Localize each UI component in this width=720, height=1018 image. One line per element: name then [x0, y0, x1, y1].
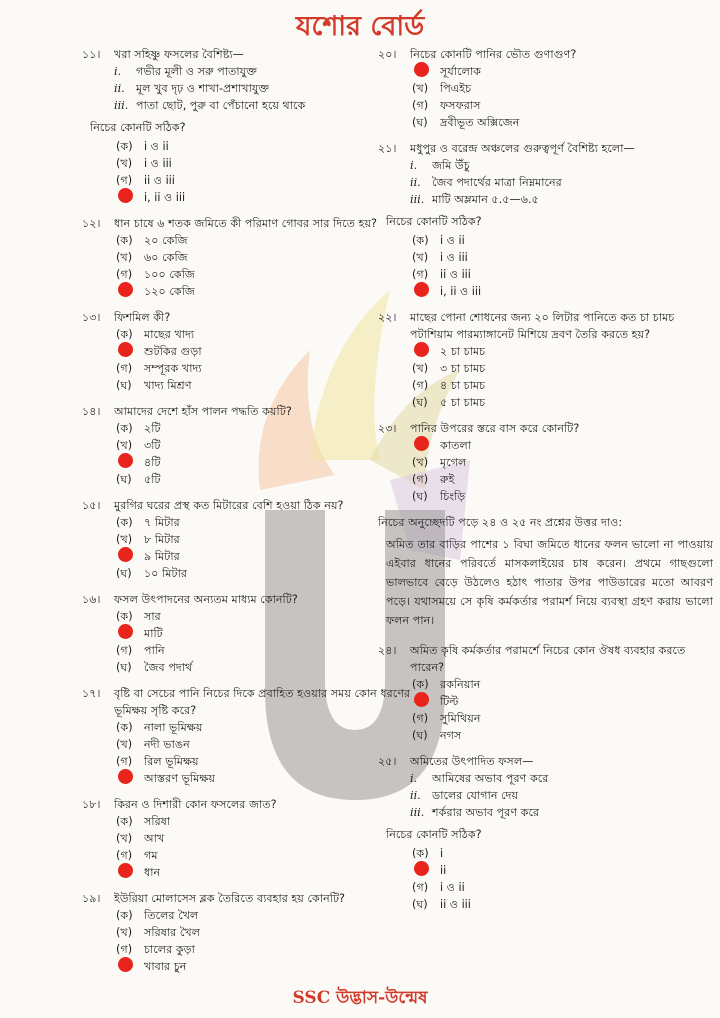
question-number: ১৯।	[82, 892, 101, 905]
option-label	[116, 863, 144, 883]
option[interactable]	[82, 847, 417, 864]
question-number: ১১।	[82, 48, 101, 61]
option[interactable]	[378, 232, 713, 249]
question	[82, 215, 417, 300]
option[interactable]	[82, 548, 417, 565]
option[interactable]	[82, 642, 417, 659]
option-text: ii ও iii	[144, 174, 175, 187]
question	[378, 46, 713, 131]
option-label: (গ)	[116, 644, 133, 657]
question-head	[378, 753, 713, 770]
option-text: ৩টি	[144, 439, 161, 452]
option-label: (খ)	[116, 251, 133, 264]
question-number: ১৬।	[82, 593, 101, 606]
option-text: ii ও iii	[440, 898, 471, 911]
statement-label: i.	[410, 772, 418, 785]
question	[82, 46, 417, 206]
option-label: (গ)	[116, 849, 133, 862]
option-text: তিলের খৈল	[144, 909, 199, 922]
option-label: (ঘ)	[412, 396, 428, 409]
option[interactable]	[82, 471, 417, 488]
statement-text: মাটি অম্লমান ৫.৫—৬.৫	[432, 193, 539, 206]
option[interactable]	[378, 676, 713, 693]
question-number: ২১।	[378, 142, 397, 155]
option-text: i	[440, 847, 444, 860]
option-text: নগস	[440, 729, 462, 742]
option[interactable]	[82, 736, 417, 753]
option-text: i ও iii	[440, 251, 468, 264]
option[interactable]	[82, 232, 417, 249]
option[interactable]	[82, 719, 417, 736]
option-text: গম	[144, 849, 158, 862]
option[interactable]	[378, 360, 713, 377]
statement	[82, 63, 417, 80]
question-text: ফসল উৎপাদনের অন্যতম মাধ্যম কোনটি?	[114, 593, 298, 606]
question-number: ২৩।	[378, 422, 397, 435]
question-text: অমিতের উৎপাদিত ফসল—	[410, 755, 534, 768]
option[interactable]	[378, 862, 713, 879]
option-label	[412, 436, 440, 456]
statement-text: ডালের যোগান দেয়	[432, 789, 519, 802]
option[interactable]	[82, 343, 417, 360]
option-label: (ঘ)	[412, 729, 428, 742]
answer-mark-icon	[414, 692, 429, 707]
option-label: (খ)	[412, 251, 429, 264]
option-label: (ক)	[116, 328, 133, 341]
question-text: বৃষ্টি বা সেচের পানি নিচের দিকে প্রবাহিত হওয়ার সময় কোন ধরণের ভূমিক্ষয় সৃষ্টি করে?	[114, 687, 411, 717]
option-label: (ক)	[116, 234, 133, 247]
statement	[378, 174, 713, 191]
question-text: আমাদের দেশে হাঁস পালন পদ্ধতি কয়টি?	[114, 405, 292, 418]
option-label	[412, 692, 440, 712]
option-label	[116, 624, 144, 644]
option[interactable]	[82, 189, 417, 206]
question-prompt: নিচের কোনটি সঠিক?	[386, 215, 482, 228]
footer-brand: SSC উদ্ভাস-উন্মেষ	[292, 988, 428, 1008]
option-text: পানি	[144, 644, 165, 657]
question-text: মুরগির ঘরের প্রস্থ কত মিটারের বেশি হওয়া ঠিক নয়?	[114, 499, 344, 512]
option-label: (ঘ)	[116, 661, 132, 674]
option[interactable]	[82, 514, 417, 531]
question	[82, 497, 417, 582]
question	[82, 796, 417, 881]
option[interactable]	[82, 249, 417, 266]
answer-mark-icon	[118, 188, 133, 203]
option-label: (ঘ)	[412, 898, 428, 911]
option[interactable]	[378, 710, 713, 727]
question-head	[82, 890, 417, 907]
option[interactable]	[82, 958, 417, 975]
option-text: ৫ চা চামচ	[440, 396, 486, 409]
option-label: (গ)	[116, 174, 133, 187]
statement-text: জৈব পদার্থের মাত্রা নিম্নমানের	[432, 176, 562, 189]
option-label	[412, 62, 440, 82]
option-label: (ঘ)	[412, 116, 428, 129]
option-text: i, ii ও iii	[144, 191, 186, 204]
statement-text: গভীর মূলী ও সরু পাতাযুক্ত	[136, 65, 257, 78]
option-text: সার	[144, 610, 161, 623]
question-text: ফিশমিল কী?	[114, 311, 171, 324]
left-column	[82, 46, 417, 984]
option-label: (খ)	[116, 439, 133, 452]
option-text: খাদ্য মিশ্রণ	[144, 379, 192, 392]
statement-label: iii.	[410, 806, 425, 819]
question-head	[82, 46, 417, 63]
question-number: ১৭।	[82, 687, 101, 700]
option-text: মাটি	[144, 627, 163, 640]
question-number: ১৪।	[82, 405, 101, 418]
answer-mark-icon	[118, 863, 133, 878]
right-column	[378, 46, 713, 922]
option-label	[116, 547, 144, 567]
option-text: সরিষা	[144, 815, 171, 828]
option[interactable]	[378, 266, 713, 283]
option-label: (গ)	[412, 881, 429, 894]
option-label: (গ)	[412, 473, 429, 486]
option-text: ii ও iii	[440, 268, 471, 281]
statement-label: i.	[410, 159, 418, 172]
option[interactable]	[378, 896, 713, 913]
option[interactable]	[82, 360, 417, 377]
option[interactable]	[82, 326, 417, 343]
question	[378, 642, 713, 744]
option[interactable]	[82, 924, 417, 941]
option-label: (খ)	[412, 456, 429, 469]
question	[378, 309, 713, 411]
option-label: (গ)	[116, 943, 133, 956]
statement	[82, 80, 417, 97]
option-label	[116, 188, 144, 208]
option[interactable]	[378, 437, 713, 454]
statement-label: ii.	[410, 789, 421, 802]
statement-label: iii.	[410, 193, 425, 206]
option-label: (গ)	[412, 712, 429, 725]
option-label: (ক)	[116, 516, 133, 529]
option-label: (গ)	[116, 268, 133, 281]
question-head	[82, 497, 417, 514]
answer-mark-icon	[118, 282, 133, 297]
option-text: আখ	[144, 832, 165, 845]
option-label: (খ)	[116, 157, 133, 170]
option-text: শুটকির গুড়া	[144, 345, 202, 358]
option[interactable]	[82, 377, 417, 394]
option-text: ৪টি	[144, 456, 161, 469]
question	[82, 309, 417, 394]
question-text: অমিত কৃষি কর্মকর্তার পরামর্শে নিচের কোন ঔষধ ব্যবহার করতে পারেন?	[410, 644, 686, 674]
option[interactable]	[82, 437, 417, 454]
statement-text: আমিষের অভাব পূরণ করে	[432, 772, 549, 785]
statement	[378, 157, 713, 174]
answer-mark-icon	[118, 769, 133, 784]
option[interactable]	[82, 420, 417, 437]
option-text: ২০ কেজি	[144, 234, 188, 247]
option-text: কাতলা	[440, 439, 472, 452]
option-label: (ঘ)	[116, 567, 132, 580]
question-head	[378, 642, 713, 676]
option-label: (গ)	[412, 99, 429, 112]
option-text: টিল্ট	[440, 695, 459, 708]
option[interactable]	[82, 454, 417, 471]
option[interactable]	[82, 659, 417, 676]
option[interactable]	[378, 845, 713, 862]
question-head	[82, 215, 417, 232]
option[interactable]	[82, 565, 417, 582]
option[interactable]	[82, 283, 417, 300]
option-label: (ক)	[412, 678, 429, 691]
question-number: ১৫।	[82, 499, 101, 512]
option[interactable]	[82, 864, 417, 881]
option-label: (ক)	[116, 909, 133, 922]
question-number: ১২।	[82, 217, 101, 230]
option-text: জৈব পদার্থ	[144, 661, 193, 674]
option-text: i ও ii	[440, 881, 465, 894]
answer-mark-icon	[414, 342, 429, 357]
question-head	[378, 309, 713, 343]
option[interactable]	[378, 63, 713, 80]
option[interactable]	[378, 488, 713, 505]
option-label: (গ)	[116, 755, 133, 768]
statement-label: iii.	[114, 99, 129, 112]
question-text: খরা সহিষ্ণু ফসলের বৈশিষ্ট্য—	[114, 48, 244, 61]
option[interactable]	[378, 454, 713, 471]
option[interactable]	[82, 941, 417, 958]
option-label	[412, 861, 440, 881]
option-text: ১০ মিটার	[144, 567, 187, 580]
answer-mark-icon	[118, 624, 133, 639]
option-text: ৪ চা চামচ	[440, 379, 486, 392]
option-text: দ্রবীভূত অক্সিজেন	[440, 116, 520, 129]
question-text: পানির উপরের স্তরে বাস করে কোনটি?	[410, 422, 580, 435]
question-text: কিরন ও দিশারী কোন ফসলের জাত?	[114, 798, 277, 811]
option-label: (গ)	[412, 268, 429, 281]
statement-text: পাতা ছোট, পুরু বা পেঁচানো হয়ে থাকে	[136, 99, 306, 112]
question-number: ১৮।	[82, 798, 101, 811]
option[interactable]	[378, 471, 713, 488]
option-text: সুমিথিয়ন	[440, 712, 481, 725]
option[interactable]	[378, 377, 713, 394]
option-label: (গ)	[412, 379, 429, 392]
statement	[378, 804, 713, 821]
option-label: (ক)	[116, 721, 133, 734]
option-label	[116, 342, 144, 362]
option-label: (খ)	[116, 738, 133, 751]
option-label	[116, 453, 144, 473]
option[interactable]	[378, 879, 713, 896]
option-label	[116, 282, 144, 302]
option[interactable]	[82, 813, 417, 830]
question-prompt: নিচের কোনটি সঠিক?	[90, 121, 186, 134]
question-text: নিচের কোনটি পানির ভৌত গুণাগুণ?	[410, 48, 577, 61]
option-text: ধান	[144, 866, 161, 879]
option-label: (ক)	[116, 610, 133, 623]
option-text: রকনিয়ান	[440, 678, 481, 691]
option-text: ৭ মিটার	[144, 516, 180, 529]
option-text: ১২০ কেজি	[144, 285, 195, 298]
option-text: i ও ii	[144, 140, 169, 153]
option-label: (গ)	[116, 362, 133, 375]
option-text: চিংড়ি	[440, 490, 466, 503]
passage-text: অমিত তার বাড়ির পাশের ১ বিঘা জমিতে ধানের ফলন ভালো না পাওয়ায় এইবার ধানের পরিবর্তে মাসকলাইয়ের চাষ করেন। প্রথমে গাছগুলো ভালভাবে বেড়ে উঠলেও হঠাৎ পাতার উপর পাউডারের মতো আবরণ পড়ে। যথাসময়ে সে কৃষি কর্মকর্তার পরামর্শ নিয়ে ব্যবস্থা গ্রহণ করায় ভালো ফলন পান।	[386, 538, 713, 627]
passage-heading: নিচের অনুচ্ছেদটি পড়ে ২৪ ও ২৫ নং প্রশ্নের উত্তর দাও:	[378, 516, 623, 529]
option-text: i ও ii	[440, 234, 465, 247]
option-label: (খ)	[412, 82, 429, 95]
statement	[82, 97, 417, 114]
option-label	[116, 769, 144, 789]
option-label: (ক)	[412, 847, 429, 860]
option-text: i, ii ও iii	[440, 285, 482, 298]
option[interactable]	[82, 266, 417, 283]
question-head	[378, 420, 713, 437]
question-head	[82, 309, 417, 326]
question-text: ইউরিয়া মোলাসেস ব্লক তৈরিতে ব্যবহার হয় কোনটি?	[114, 892, 345, 905]
option-text: আস্তরণ ভূমিক্ষয়	[144, 772, 215, 785]
option-text: ৫টি	[144, 473, 161, 486]
question-number: ২৪।	[378, 644, 397, 657]
option-label: (খ)	[116, 533, 133, 546]
option[interactable]	[378, 97, 713, 114]
option-label: (ঘ)	[412, 490, 428, 503]
option[interactable]	[82, 753, 417, 770]
option-label	[116, 957, 144, 977]
answer-mark-icon	[118, 453, 133, 468]
question-head	[82, 685, 417, 719]
option[interactable]	[378, 394, 713, 411]
option-text: ফসফরাস	[440, 99, 481, 112]
question	[378, 420, 713, 505]
question-text: মাছের পোনা শোধনের জন্য ২০ লিটার পানিতে কত চা চামচ পটাশিয়াম পারম্যাঙ্গানেট মিশিয়ে দ্রবণ তৈরি করতে হয়?	[410, 311, 675, 341]
option-text: সরিষার খৈল	[144, 926, 201, 939]
option-label: (ক)	[116, 422, 133, 435]
option-text: সূর্যালোক	[440, 65, 481, 78]
option-label: (ঘ)	[116, 379, 132, 392]
statement-label: ii.	[410, 176, 421, 189]
answer-mark-icon	[118, 342, 133, 357]
option-label: (ক)	[116, 815, 133, 828]
option-text: মৃগেল	[440, 456, 467, 469]
statement	[378, 191, 713, 208]
question-head	[378, 140, 713, 157]
option-text: ২ চা চামচ	[440, 345, 486, 358]
option-text: ii	[440, 864, 447, 877]
question-number: ২৫।	[378, 755, 397, 768]
option-label: (খ)	[116, 832, 133, 845]
answer-mark-icon	[414, 436, 429, 451]
option[interactable]	[82, 625, 417, 642]
question-head	[82, 591, 417, 608]
option[interactable]	[378, 249, 713, 266]
option[interactable]	[378, 283, 713, 300]
option[interactable]	[82, 770, 417, 787]
answer-mark-icon	[118, 957, 133, 972]
option[interactable]	[378, 114, 713, 131]
option[interactable]	[82, 608, 417, 625]
question-head	[378, 46, 713, 63]
answer-mark-icon	[414, 62, 429, 77]
option-text: রিল ভূমিক্ষয়	[144, 755, 199, 768]
option-label: (খ)	[412, 362, 429, 375]
statement-text: জমি উঁচু	[432, 159, 470, 172]
statement-label: i.	[114, 65, 122, 78]
option-text: নদী ভাঙন	[144, 738, 190, 751]
question-text: মধুপুর ও বরেন্দ্র অঞ্চলের গুরুত্বপূর্ণ বৈশিষ্ট্য হলো—	[410, 142, 635, 155]
option-text: ৩ চা চামচ	[440, 362, 486, 375]
answer-mark-icon	[118, 547, 133, 562]
statement	[378, 770, 713, 787]
option[interactable]	[378, 80, 713, 97]
option-text: রুই	[440, 473, 455, 486]
option-text: পিএইচ	[440, 82, 472, 95]
option-text: নালা ভূমিক্ষয়	[144, 721, 203, 734]
question-number: ২২।	[378, 311, 397, 324]
option-label: (ক)	[412, 234, 429, 247]
option[interactable]	[82, 830, 417, 847]
option-label	[412, 282, 440, 302]
question-number: ১৩।	[82, 311, 101, 324]
question-prompt: নিচের কোনটি সঠিক?	[386, 828, 482, 841]
question	[82, 403, 417, 488]
question	[82, 685, 417, 787]
option[interactable]	[82, 138, 417, 155]
passage	[378, 514, 713, 630]
statement-label: ii.	[114, 82, 125, 95]
option[interactable]	[378, 727, 713, 744]
option[interactable]	[82, 531, 417, 548]
question-number: ২০।	[378, 48, 397, 61]
option[interactable]	[378, 343, 713, 360]
option-text: i ও iii	[144, 157, 172, 170]
answer-mark-icon	[414, 861, 429, 876]
option-text: খাবার চুন	[144, 960, 187, 973]
option-label: (ঘ)	[116, 473, 132, 486]
question-head	[82, 796, 417, 813]
option-text: ৯ মিটার	[144, 550, 180, 563]
statement	[378, 787, 713, 804]
answer-mark-icon	[414, 282, 429, 297]
statement-text: শর্করার অভাব পূরণ করে	[432, 806, 540, 819]
option-text: ৮ মিটার	[144, 533, 180, 546]
statement-text: মূল খুব দৃঢ় ও শাখা-প্রশাখাযুক্ত	[136, 82, 270, 95]
option-text: সম্পূরক খাদ্য	[144, 362, 202, 375]
question	[82, 591, 417, 676]
option[interactable]	[82, 907, 417, 924]
option-label	[412, 342, 440, 362]
question	[82, 890, 417, 975]
option-text: ১০০ কেজি	[144, 268, 195, 281]
option-text: চালের কুড়া	[144, 943, 195, 956]
question	[378, 753, 713, 913]
question-text: ধান চাষে ৬ শতক জমিতে কী পরিমাণ গোবর সার দিতে হয়?	[114, 217, 377, 230]
option-text: ২টি	[144, 422, 161, 435]
question-head	[82, 403, 417, 420]
option[interactable]	[82, 172, 417, 189]
option-label: (ক)	[116, 140, 133, 153]
option-text: ৬০ কেজি	[144, 251, 188, 264]
option[interactable]	[82, 155, 417, 172]
option-text: মাছের খাদ্য	[144, 328, 195, 341]
question	[378, 140, 713, 300]
page-title: যশোর বোর্ড	[295, 11, 425, 42]
option-label: (খ)	[116, 926, 133, 939]
option[interactable]	[378, 693, 713, 710]
